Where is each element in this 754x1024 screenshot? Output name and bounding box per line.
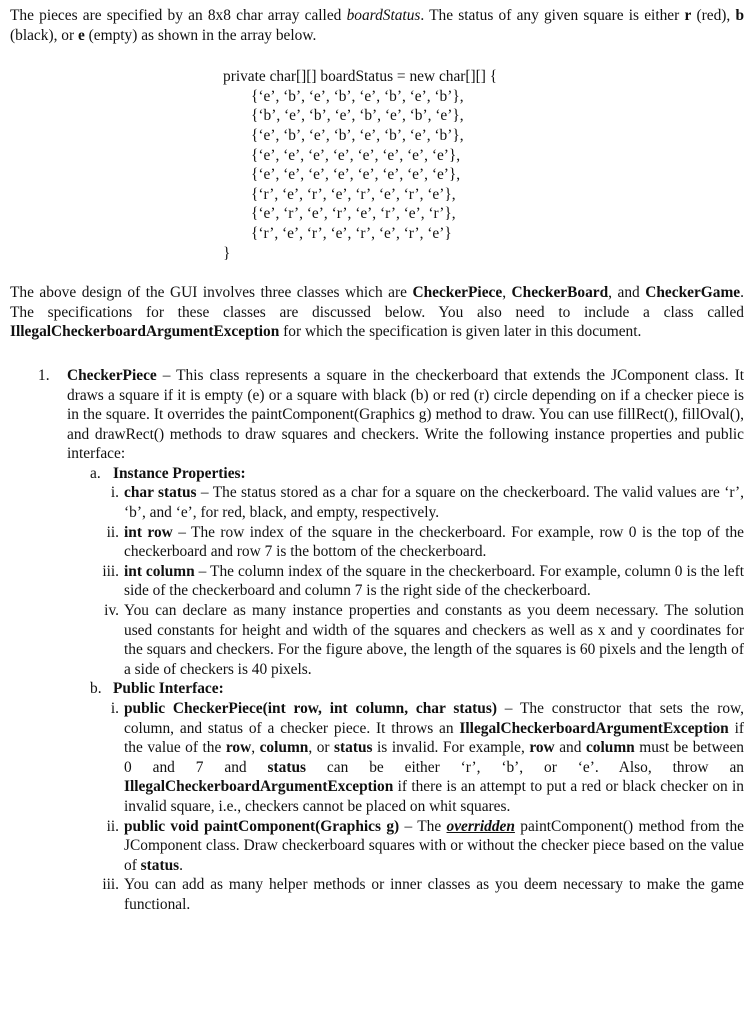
method-helpers: iii. You can add as many helper methods or inner classes as you deem necessary to make the game functional. — [102, 876, 744, 913]
sublist-instance-properties: a. Instance Properties: — [90, 464, 246, 482]
code-row: {‘e’, ‘e’, ‘e’, ‘e’, ‘e’, ‘e’, ‘e’, ‘e’}, — [251, 166, 461, 184]
code-block — [223, 67, 744, 263]
sublist-public-interface: b. Public Interface: — [90, 680, 224, 698]
intro-paragraph: The pieces are specified by an 8x8 char array called boardStatus. The status of any given square is either r (red), b (black), or e (empty) as shown in the array below. — [10, 7, 745, 44]
code-row: {‘e’, ‘r’, ‘e’, ‘r’, ‘e’, ‘r’, ‘e’, ‘r’}, — [251, 205, 456, 223]
public-interface-heading: Public Interface: — [113, 680, 224, 698]
property-status: i. char status – The status stored as a char for a square on the checkerboard. The valid values are ‘r’, ‘b’, and ‘e’, for red, black, and empty, respectively. — [110, 484, 744, 522]
property-column: iii. int column – The column index of the square in the checkerboard. For example, column 0 is the left side of the checkerboard and column 7 is the right side of the checkerboard. — [102, 562, 744, 600]
code-row: {‘e’, ‘e’, ‘e’, ‘e’, ‘e’, ‘e’, ‘e’, ‘e’}, — [251, 146, 461, 164]
code-declaration: private char[][] boardStatus = new char[][] { — [223, 68, 498, 86]
list-item-checkerpiece — [10, 366, 744, 484]
method-constructor: i. public CheckerPiece(int row, int column, char status) – The constructor that sets the row, column, and status of a checker piece. It throws an IllegalCheckerboardArgumentException if the value of the row, column, or status is invalid. For example, row and column must be between 0 and 7 and status can be either ‘r’, ‘b’, or ‘e’. Also, throw an IllegalCheckerboardArgumentException if there is an attempt to put a red or black checker on in invalid square, i.e., checkers cannot be placed on whit squares. — [110, 700, 745, 815]
code-row: {‘b’, ‘e’, ‘b’, ‘e’, ‘b’, ‘e’, ‘b’, ‘e’}, — [251, 107, 464, 125]
list-number: 1. — [38, 366, 50, 384]
code-row: {‘r’, ‘e’, ‘r’, ‘e’, ‘r’, ‘e’, ‘r’, ‘e’} — [251, 224, 452, 242]
classes-paragraph: The above design of the GUI involves three classes which are CheckerPiece, CheckerBoard, and CheckerGame. The specifications for these classes are discussed below. You also need to include a class called IllegalCheckerboardArgumentException for which the specification is given later in this document. — [10, 284, 744, 341]
property-other: iv. You can declare as many instance properties and constants as you deem necessary. The solution used constants for height and width of the squares and checkers as well as x and y coordinates for the squars and checkers. For the figure above, the length of the squares is 60 pixels and the length of a side of checkers is 40 pixels. — [104, 602, 744, 678]
property-row: ii. int row – The row index of the square in the checkerboard. For example, row 0 is the top of the checkerboard and row 7 is the bottom of the checkerboard. — [106, 523, 744, 561]
code-close: } — [223, 244, 231, 262]
instance-properties-heading: Instance Properties: — [113, 464, 246, 482]
checkerpiece-description: CheckerPiece – This class represents a square in the checkerboard that extends the JComponent class. It draws a square if it is empty (e) or a square with black (b) or red (r) circle depending on if a checker piece is in the square. It overrides the paintComponent(Graphics g) method to draw. You can use fillRect(), fillOval(), and drawRect() methods to draw squares and checkers. Write the following instance properties and public interface: — [67, 366, 744, 463]
code-row: {‘r’, ‘e’, ‘r’, ‘e’, ‘r’, ‘e’, ‘r’, ‘e’}, — [251, 185, 456, 203]
array-name: boardStatus — [346, 7, 421, 24]
code-row: {‘e’, ‘b’, ‘e’, ‘b’, ‘e’, ‘b’, ‘e’, ‘b’}, — [251, 87, 464, 105]
code-row: {‘e’, ‘b’, ‘e’, ‘b’, ‘e’, ‘b’, ‘e’, ‘b’}, — [251, 126, 464, 144]
spec-list — [10, 366, 744, 915]
method-paint-component: ii. public void paintComponent(Graphics g) – The overridden paintComponent() method from the JComponent class. Draw checkerboard squares with or without the checker piece based on the value of status. — [106, 817, 745, 874]
